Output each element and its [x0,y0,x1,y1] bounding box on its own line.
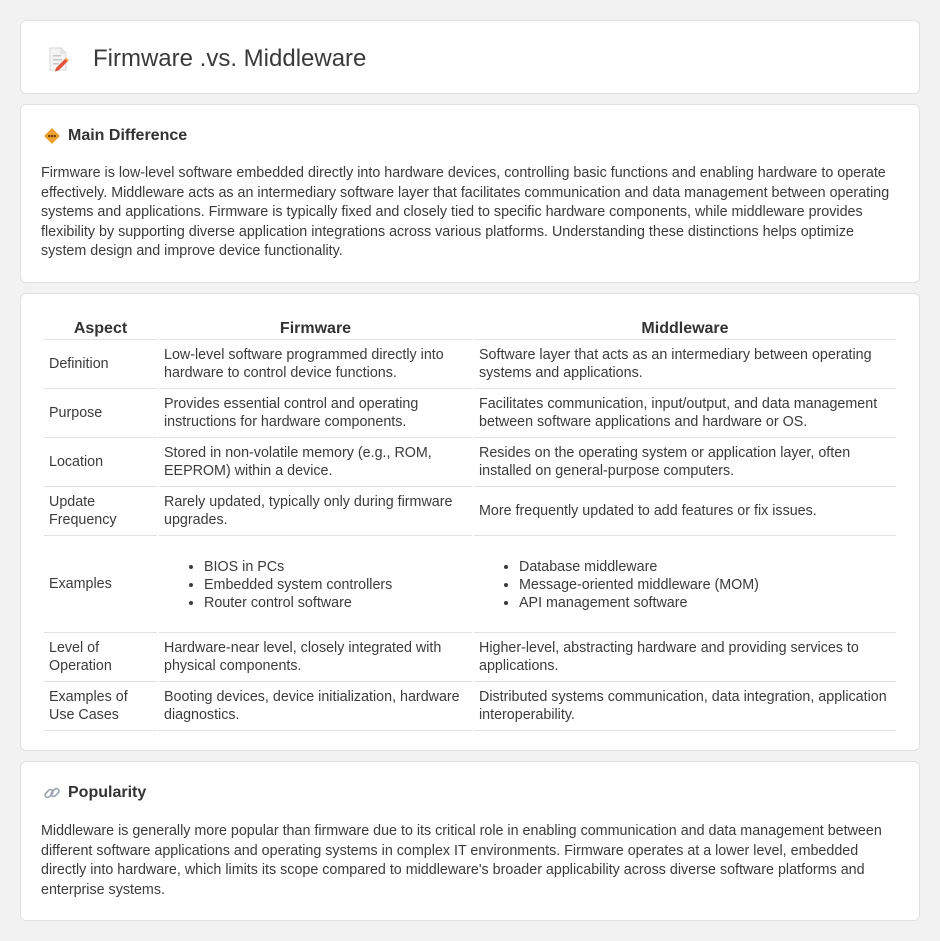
popularity-text: Middleware is generally more popular than firmware due to its critical role in enabling communication and data management between different software applications and operating systems in complex IT environments. Firmware operates at a lower level, embedded directly into hardware, which limits its scope compared to middleware's broader applicability across diverse software platforms and enterprise systems. [41,823,882,898]
firmware-examples-list [164,558,466,612]
list-item: • BIOS in PCs [204,558,466,576]
middleware-examples-cell [474,536,896,633]
firmware-cell: Hardware-near level, closely integrated with physical components. [159,633,472,682]
comparison-table [42,315,898,731]
popularity-header [43,784,146,802]
aspect-cell: Update Frequency [44,487,157,536]
middleware-cell: Software layer that acts as an intermediary between operating systems and applications. [474,340,896,389]
diamond-warning-icon [43,127,61,145]
middleware-cell: More frequently updated to add features or fix issues. [474,487,896,536]
table-row [44,389,896,438]
middleware-cell: Resides on the operating system or application layer, often installed on general-purpose computers. [474,438,896,487]
header-middleware: Middleware [474,315,896,340]
table-row [44,438,896,487]
comparison-card [20,293,920,751]
aspect-cell: Examples of Use Cases [44,682,157,731]
middleware-cell: Facilitates communication, input/output, and data management between software applications and hardware or OS. [474,389,896,438]
title-row [47,45,366,73]
middleware-cell: Distributed systems communication, data integration, application interoperability. [474,682,896,731]
firmware-cell: Provides essential control and operating instructions for hardware components. [159,389,472,438]
list-item: • Database middleware [519,558,890,576]
table-row [44,633,896,682]
table-row [44,682,896,731]
header-card [20,20,920,94]
aspect-cell: Examples [44,536,157,633]
main-difference-heading: Main Difference [68,127,188,144]
firmware-cell: Rarely updated, typically only during firmware upgrades. [159,487,472,536]
page-title: Firmware .vs. Middleware [93,45,367,72]
middleware-cell: Higher-level, abstracting hardware and providing services to applications. [474,633,896,682]
table-row [44,536,896,633]
aspect-cell: Purpose [44,389,157,438]
popularity-card [20,761,920,921]
table-header-row [44,315,896,340]
table-row [44,340,896,389]
header-firmware: Firmware [159,315,472,340]
firmware-cell: Stored in non-volatile memory (e.g., ROM, EEPROM) within a device. [159,438,472,487]
aspect-cell: Definition [44,340,157,389]
aspect-cell: Location [44,438,157,487]
main-difference-card [20,104,920,283]
list-item: • Embedded system controllers [204,576,466,594]
document-edit-icon [47,46,69,72]
list-item: • API management software [519,594,890,612]
table-row [44,487,896,536]
list-item: • Router control software [204,594,466,612]
main-difference-text: Firmware is low-level software embedded directly into hardware devices, controlling basic functions and enabling hardware to operate effectively. Middleware acts as an intermediary software layer that facilitates communication and data management between operating systems and applications. Firmware is typically fixed and closely tied to specific hardware components, while middleware provides flexibility by supporting diverse application integrations across various platforms. Understanding these distinctions helps optimize system design and improve device functionality. [41,165,890,260]
list-item: • Message-oriented middleware (MOM) [519,576,890,594]
firmware-examples-cell [159,536,472,633]
link-icon [43,784,61,802]
header-aspect: Aspect [44,315,157,340]
middleware-examples-list [479,558,890,612]
firmware-cell: Booting devices, device initialization, hardware diagnostics. [159,682,472,731]
aspect-cell: Level of Operation [44,633,157,682]
main-difference-header [43,127,187,145]
firmware-cell: Low-level software programmed directly into hardware to control device functions. [159,340,472,389]
popularity-heading: Popularity [68,784,147,801]
